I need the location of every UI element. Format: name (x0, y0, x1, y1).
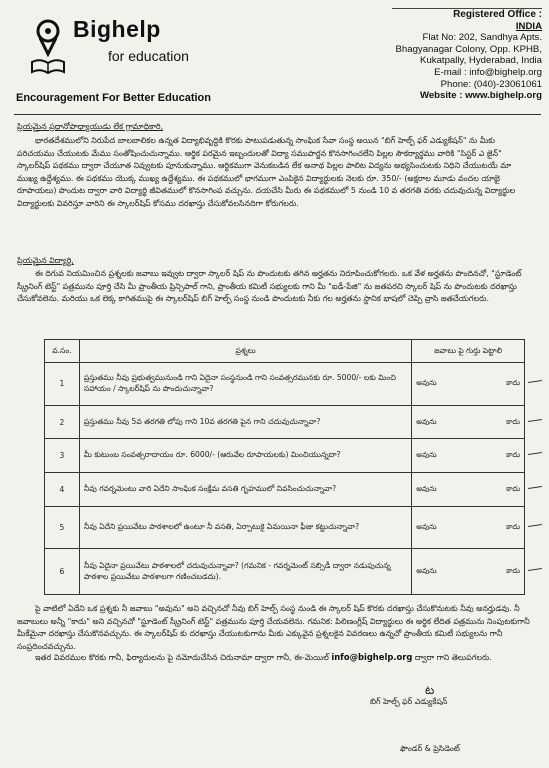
row-number: 6 (45, 549, 80, 595)
contact-text-prefix: ఇతర వివరముల కొరకు గానీ, ఫిర్యాదులను పై నమోదుచేసిన చిరునామా ద్వారా గానీ, ఈ-మెయిల్ (35, 653, 332, 662)
question-text: ప్రస్తుతము నీవు ప్రభుత్వమునుండి గాని ఏదైనా సంస్థనుండి గాని సంవత్సరమునకు రూ. 5000/- లకు మించి సహాయం / స్కాలర్‌షిప్ ను పొందుచున్నావా? (79, 363, 411, 405)
column-header-question: ప్రశ్నలు (79, 340, 411, 363)
tagline: Encouragement For Better Education (16, 92, 211, 104)
row-number: 3 (45, 439, 80, 473)
question-text: నీవు ఏదైనా ప్రయివేటు పాఠశాలలో చదువుచున్నావా? (గమనిక - గవర్నమెంట్ సబ్సిడీ ద్వారా నడుపుచున్న పాఠశాల ప్రయివేటు పాఠశాలగా గణించబడదు). (79, 549, 411, 595)
office-website: Website : www.bighelp.org (419, 90, 542, 102)
office-phone: Phone: (040)-23061061 (440, 78, 542, 90)
answer-yes[interactable]: అవును (416, 484, 437, 494)
row-number: 1 (45, 363, 80, 405)
greeting: ప్రియమైన ప్రధానోపాధ్యాయుడు లేక గ్రామాధికారి, (17, 122, 164, 131)
map-pin-book-logo-icon (30, 18, 66, 76)
contact-paragraph (17, 651, 534, 665)
answer-no[interactable]: కాదు (506, 522, 520, 532)
signature-mark: ట (425, 683, 435, 697)
office-address-line: Kukatpally, Hyderabad, India (420, 55, 542, 67)
column-header-answer: జవాబు పై గుర్తు పెట్టాలి (412, 340, 525, 363)
office-email: E-mail : info@bighelp.org (434, 66, 542, 78)
answer-no[interactable]: కాదు (506, 484, 520, 494)
table-row (45, 405, 525, 439)
office-title: Registered Office : (453, 9, 542, 20)
contact-email-link[interactable]: info@bighelp.org (331, 652, 413, 662)
table-row (45, 473, 525, 507)
answer-cell[interactable] (412, 363, 525, 405)
row-number: 4 (45, 473, 80, 507)
office-address-line: Bhagyanagar Colony, Opp. KPHB, (395, 43, 542, 55)
answer-cell[interactable] (412, 549, 525, 595)
question-text: నీవు గవర్నమెంటు వారి ఏదేని సాంఘిక సంక్షేమ వసతి గృహములో నివసించుచున్నావా? (79, 473, 411, 507)
answer-yes[interactable]: అవును (416, 378, 437, 388)
office-country: INDIA (515, 20, 542, 32)
answer-no[interactable]: కాదు (506, 450, 520, 460)
answer-cell[interactable] (412, 507, 525, 549)
registered-office-block (396, 9, 542, 102)
answer-no[interactable]: కాదు (506, 378, 520, 388)
student-salutation: ప్రియమైన విద్యార్థి, (17, 256, 74, 265)
signoff-organization: బిగ్ హెల్ప్ ఫర్ ఎడ్యుకేషన్ (370, 697, 448, 706)
eligibility-note-paragraph: పై వాటిలో ఏదేని ఒక ప్రశ్నకు నీ జవాబు "అవును" అని వచ్చినచో నీవు బిగ్ హెల్ప్ సంస్థ నుండి ఈ స్కాలర్ షిప్ కొరకు దరఖాస్తు చేసుకొనుటకు నీవు అనర్హుడవు. నీ జవాబులు అన్నీ "కాదు" అని వచ్చినచో "స్టూడెంట్ స్క్రీనింగ్ టెస్ట్" పత్రమును పూర్తి చేయవలెను. గమనిక: పిలిణంగ్లీష్ విద్యార్థులు ఈ అర్థిక లేదిత పత్రమును నింపుటకుగానీ మీకేమైనా దరఖాస్తు చేసుకొనవచ్చును. ఈ స్కాలర్‌షిప్ కు దరఖాస్తు చేయుటకుగాను మీకు ఎక్కువైన ప్రశ్నలకైన వివరణలు ఉన్నచో ప్రాంతీయ కమిటీ సభ్యులను గానీ సంప్రదించవచ్చును. (17, 604, 530, 651)
answer-no[interactable]: కాదు (506, 566, 520, 576)
answer-yes[interactable]: అవును (416, 450, 437, 460)
question-text: నీవు ఏదేని ప్రయివేటు పాఠశాలలో ఉంటూ నీ వసతి, ఏర్పాటుకై ఏమయినా ఫీజు కట్టుచున్నావా? (79, 507, 411, 549)
row-number: 5 (45, 507, 80, 549)
brand-subtitle: for education (108, 48, 189, 64)
row-number: 2 (45, 405, 80, 439)
column-header-number: వ.సం. (45, 340, 80, 363)
header-divider (14, 114, 541, 115)
brand-name: Bighelp (73, 16, 161, 42)
answer-no[interactable]: కాదు (506, 416, 520, 426)
table-row (45, 439, 525, 473)
answer-cell[interactable] (412, 473, 525, 507)
eligibility-questions-table (44, 339, 525, 595)
table-row (45, 507, 525, 549)
answer-yes[interactable]: అవును (416, 416, 437, 426)
intro-paragraph: భారతదేశములోని నిరుపేద బాలబాలికల ఉన్నత విద్యాభివృద్ధికి కొరకు పాటుపడుతున్న సాంఘిక సేవా సంస్థ అయిన "బిగ్ హెల్ప్ ఫర్ ఎడ్యుకేషన్" ను మీకు పరిచయము చేయుటకు మేము సంతోషించుచున్నాము. ఆర్థిక పరమైన ఇబ్బందులతో విద్యా సముపార్జన కొనసాగించలేని పిల్లల సౌకర్యార్థము వారికి "సిస్టర్ ఎ జైన్" స్కాలర్‌షిప్ పథకము ద్వారా చేయూత నివ్వుటకు పూనుకున్నాము. ఆర్థికముగా వెనుకబడిన లేక అనాథ పిల్లల పాలిట విద్యను అభ్యసించుటకు నిధిని చేయుటయే మా ముఖ్య ఉద్దేశ్యము. ఈ పథకము యొక్క ముఖ్య ఉద్దేశ్యము. ఈ పథకములో భాగముగా ఎంపికైన విద్యార్థులకు నెలకు రూ. 350/- (అక్షరాల మూడు వందల యాభై రూపాయలు) పొందుట ద్వారా వారి విద్యార్థి జీవితములో కొనసాగింప వచ్చును. దయచేసి మీరు ఈ పథకములో 5 నుండి 10 వ తరగతి వరకు చదువుచున్న విద్యార్థుల విద్యార్థులకు వివరిస్తూ వారిని ఈ స్కాలర్‌షిప్ కోసము దరఖాస్తు చేసుకోవలసినదిగా కోరుగలరు. (17, 136, 516, 208)
question-text: ప్రస్తుతము నీవు 5వ తరగతి లోపు గాని 10వ తరగతి పైన గాని చదువుచున్నావా? (79, 405, 411, 439)
instructions-paragraph: ఈ దిగువ నియమించిన ప్రశ్నలకు జవాబు ఇవ్వుట ద్వారా స్కాలర్ షిప్ ను పొందుటకు తగిన అర్హతను నిరూపించుకోగలరు. ఒక వేళ అర్హతను పొందినచో, "స్టూడెంట్ స్క్రీనింగ్ టెస్ట్" పత్రమును పూర్తి చేసి మీ ప్రాంతీయ ప్రిన్సిపాల్ గాని, ప్రాంతీయ కమిటీ సభ్యులకు గాని మీ "ఐడీ-పేజి" ను జతపరచి స్కాలర్ షిప్ ను పొందుటకు దరఖాస్తు చేసుకోవలెను. మరియు ఒక లెక్క కాగితముపై ఈ స్కాలర్‌షిప్ బిగ్ హెల్ప్ సంస్థ నుండి పొందుటకు నీకు గల అర్హతను స్థానిక భాషలో చెప్పి వ్రాసి జతచేయగలరు. (17, 269, 522, 303)
answer-yes[interactable]: అవును (416, 522, 437, 532)
question-text: మీ కుటుంబ సంవత్సరాదాయం రూ. 6000/- (ఆరువేల రూపాయలకు) మించియున్నదా? (79, 439, 411, 473)
table-row (45, 363, 525, 405)
table-header-row (45, 340, 525, 363)
answer-cell[interactable] (412, 439, 525, 473)
contact-text-suffix: ద్వారా గాని తెలుపగలరు. (412, 653, 492, 662)
answer-yes[interactable]: అవును (416, 566, 437, 576)
signatory-title: ఫౌండర్ & ప్రెసిడెంట్ (400, 744, 460, 753)
table-row (45, 549, 525, 595)
office-address-line: Flat No: 202, Sandhya Apts. (422, 32, 542, 44)
answer-cell[interactable] (412, 405, 525, 439)
